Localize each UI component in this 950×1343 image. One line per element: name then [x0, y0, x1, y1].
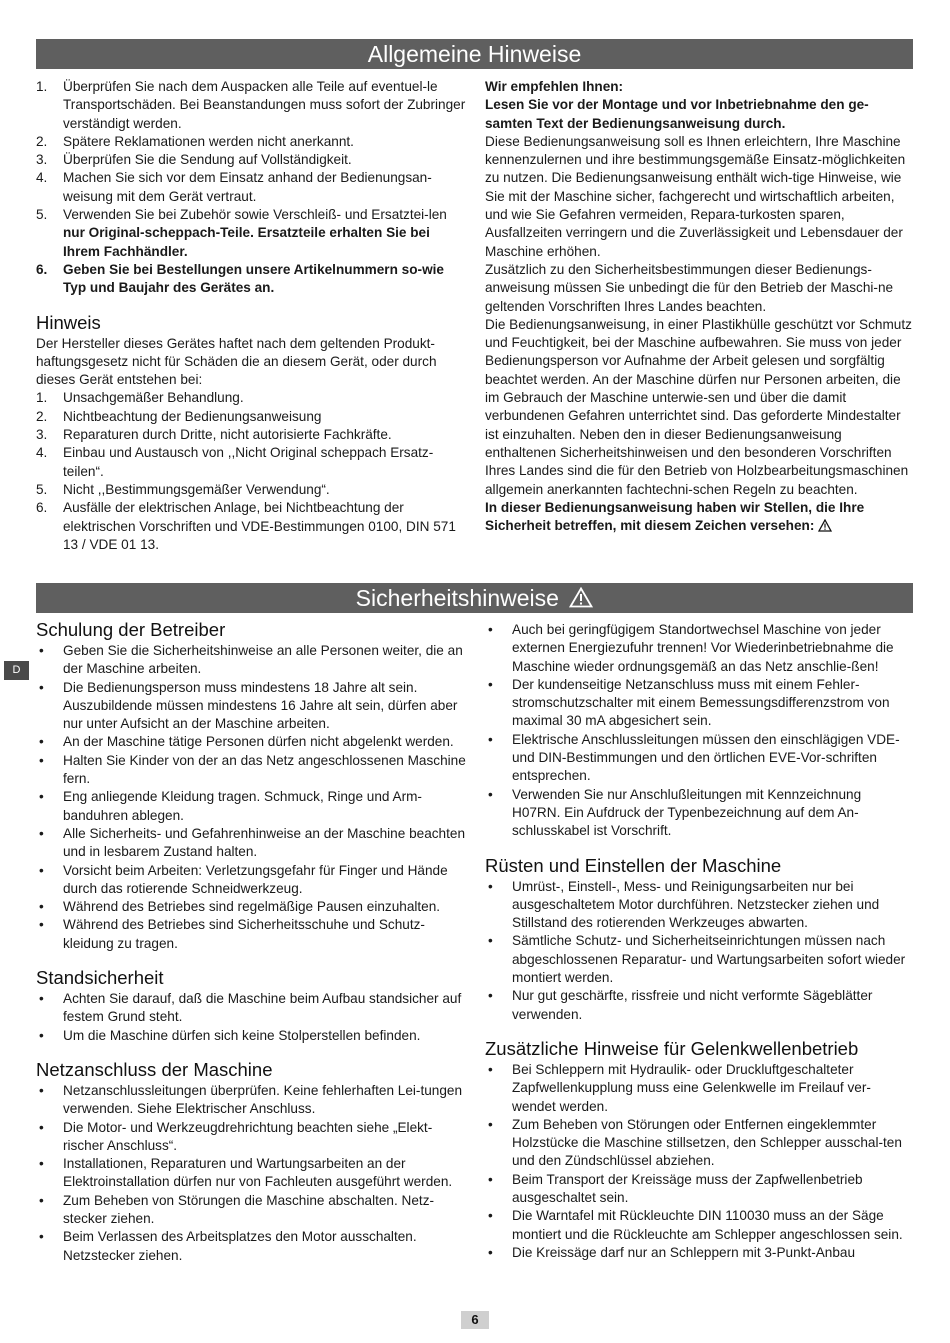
recommend-text: Lesen Sie vor der Montage und vor Inbetriebnahme den ge-samten Text der Bedienungsanweisung durch.: [485, 97, 869, 131]
safety-right-column: [485, 621, 913, 1262]
list-text: Die Motor- und Werkzeugdrehrichtung beachten siehe „Elekt-rischer Anschluss“.: [63, 1119, 433, 1153]
list-number: 4.: [36, 445, 48, 461]
stability-list: [36, 990, 468, 1045]
list-text: Eng anliegende Kleidung tragen. Schmuck, Ringe und Arm-banduhren ablegen.: [63, 789, 422, 823]
bullet-icon: •: [39, 991, 44, 1007]
list-item: [36, 499, 466, 554]
bullet-icon: •: [488, 933, 493, 949]
safety-left-column: [36, 619, 468, 1265]
bullet-icon: •: [39, 1156, 44, 1172]
list-number: 3.: [36, 427, 48, 443]
bullet-icon: •: [488, 676, 493, 692]
bullet-icon: •: [39, 752, 44, 768]
bullet-icon: •: [39, 899, 44, 915]
list-item: [485, 1244, 913, 1262]
pto-shaft-heading: Zusätzliche Hinweise für Gelenkwellenbetrieb: [485, 1037, 859, 1059]
setup-list: [485, 878, 913, 1024]
list-text: Die Kreissäge darf nur an Schleppern mit 3-Punkt-Anbau: [512, 1244, 856, 1260]
section-title-safety: Sicherheitshinweise: [355, 585, 559, 611]
bullet-icon: •: [39, 679, 44, 695]
list-item: [36, 990, 468, 1027]
training-heading: Schulung der Betreiber: [36, 619, 226, 640]
bullet-icon: •: [488, 1171, 493, 1187]
list-text: Bei Schleppern mit Hydraulik- oder Druckluftgeschalteter Zapfwellenkupplung muss eine Gelenkwelle im Freilauf ver-wendet werden.: [512, 1061, 871, 1114]
list-item: [485, 786, 913, 841]
list-item: [36, 788, 468, 825]
general-left-column: [36, 78, 466, 554]
list-item: [36, 642, 468, 679]
list-number: 2.: [36, 408, 48, 424]
section-banner-safety: [36, 583, 913, 613]
power-connection-list-continued: [485, 621, 913, 841]
power-connection-list: [36, 1082, 468, 1265]
recommend-heading: Wir empfehlen Ihnen:: [485, 79, 624, 94]
bullet-icon: •: [39, 1119, 44, 1135]
list-text: Zum Beheben von Störungen oder Entfernen eingeklemmter Holzstücke die Maschine stillsetzen, den Schlepper ausschal-ten und den Zündschlüssel abziehen.: [512, 1116, 902, 1169]
bullet-icon: •: [39, 643, 44, 658]
list-item: [36, 1155, 468, 1192]
list-item: [36, 426, 466, 444]
bullet-icon: •: [488, 1116, 493, 1132]
list-text: Alle Sicherheits- und Gefahrenhinweise an der Maschine beachten und in lesbarem Zustand halten.: [63, 825, 466, 860]
section-title-general: Allgemeine Hinweise: [367, 41, 582, 67]
list-item: [36, 78, 466, 133]
list-text: Nur gut geschärfte, rissfreie und nicht verformte Sägeblätter verwenden.: [512, 988, 873, 1022]
list-number: 3.: [36, 152, 48, 168]
bullet-icon: •: [39, 825, 44, 841]
list-item: [36, 1228, 468, 1265]
bullet-icon: •: [39, 734, 44, 750]
list-item: [36, 752, 468, 789]
list-item: [36, 444, 466, 481]
list-item: [36, 151, 466, 169]
list-item: [485, 1171, 913, 1208]
bullet-icon: •: [488, 1244, 493, 1260]
section-banner-general: [36, 39, 913, 69]
list-item: [485, 932, 913, 987]
bullet-icon: •: [488, 622, 493, 637]
bullet-icon: •: [488, 1208, 493, 1224]
list-text: Der kundenseitige Netzanschluss muss mit einem Fehler-stromschutzschalter mit einem Bemessungsdifferenzstrom von maximal 30 mA abgesichert sein.: [512, 676, 890, 729]
list-text: Während des Betriebes sind regelmäßige Pausen einzuhalten.: [63, 899, 441, 915]
list-item: [36, 408, 466, 426]
list-text: Halten Sie Kinder von der an das Netz angeschlossenen Maschine fern.: [63, 752, 466, 787]
list-item: [485, 987, 913, 1024]
training-list: [36, 642, 468, 953]
list-text: Zum Beheben von Störungen die Maschine abschalten. Netz-stecker ziehen.: [63, 1192, 435, 1227]
list-number: 2.: [36, 133, 48, 149]
list-item: [36, 898, 468, 916]
general-list: [36, 78, 466, 298]
warning-triangle-icon: [569, 587, 593, 608]
list-text: Nichtbeachtung der Bedienungsanweisung: [63, 408, 322, 424]
bullet-icon: •: [488, 786, 493, 802]
list-text: Netzanschlussleitungen überprüfen. Keine fehlerhaften Lei-tungen verwenden. Siehe Elektrischer Anschluss.: [63, 1082, 463, 1117]
bullet-icon: •: [39, 1192, 44, 1208]
list-item: [36, 206, 466, 261]
list-text: Nicht ,,Bestimmungsgemäßer Verwendung“.: [63, 481, 330, 497]
bullet-icon: •: [488, 878, 493, 894]
pto-shaft-list: [485, 1061, 913, 1262]
list-text: Achten Sie darauf, daß die Maschine beim Aufbau standsicher auf festem Grund steht.: [63, 991, 462, 1025]
list-text-bold: Geben Sie bei Bestellungen unsere Artikelnummern so-wie Typ und Baujahr des Gerätes an.: [63, 261, 444, 296]
list-item: [36, 1119, 468, 1156]
list-text: Installationen, Reparaturen und Wartungsarbeiten an der Elektroinstallation dürfen nur von Fachleuten ausgeführt werden.: [63, 1156, 453, 1190]
list-text: Elektrische Anschlussleitungen müssen den einschlägigen VDE- und DIN-Bestimmungen und den örtlichen EVE-Vor-schriften entsprechen.: [512, 731, 900, 784]
list-text: Spätere Reklamationen werden nicht anerkannt.: [63, 133, 354, 149]
storage-paragraph: Die Bedienungsanweisung, in einer Plastikhülle geschützt vor Schmutz und Feuchtigkeit, bei der Maschine aufbewahren. Sie muss von jeder Bedienungsperson vor Aufnahme der Arbeit gelesen und sorgfältig beachtet werden. An der Maschine dürfen nur Personen arbeiten, die im Gebrauch der Maschine unterwie-sen und über die damit verbundenen Gefahren unterrichtet sind. Das geforderte Mindestalter ist einzuhalten. Neben den in dieser Bedienungsanweisung enthaltenen Sicherheitshinweisen und den besonderen Vorschriften Ihres Landes sind die für den Betrieb von Holzbearbeitungsmaschinen allgemein anerkannten fachtechni-schen Regeln zu beachten.: [485, 316, 912, 497]
list-text: Umrüst-, Einstell-, Mess- und Reinigungsarbeiten nur bei ausgeschaltetem Motor durchführen. Netzstecker ziehen und Stillstand des rotierenden Werkzeuges abwarten.: [512, 878, 880, 931]
language-tab: D: [4, 661, 29, 680]
list-item: [36, 1192, 468, 1229]
list-item: [485, 1061, 913, 1116]
list-text: Beim Transport der Kreissäge muss der Zapfwellenbetrieb ausgeschaltet sein.: [512, 1171, 863, 1206]
list-number: 1.: [36, 390, 48, 406]
list-item: [36, 481, 466, 499]
list-text: Ausfälle der elektrischen Anlage, bei Nichtbeachtung der elektrischen Vorschriften und VDE-Bestimmungen 0100, DIN 571 13 / VDE 01 13.: [63, 500, 456, 552]
list-text: Reparaturen durch Dritte, nicht autorisierte Fachkräfte.: [63, 427, 392, 443]
regulations-paragraph: Zusätzlich zu den Sicherheitsbestimmungen dieser Bedienungs-anweisung müssen Sie unbedingt die für den Betrieb der Maschi-ne geltenden Vorschriften Ihres Landes beachten.: [485, 261, 894, 314]
bullet-icon: •: [488, 731, 493, 747]
list-number: 5.: [36, 481, 48, 497]
page-number: 6: [461, 1311, 489, 1329]
list-item: [485, 1116, 913, 1171]
list-item: [36, 862, 468, 899]
list-item: [36, 733, 468, 751]
list-item: [485, 621, 913, 676]
hinweis-heading: Hinweis: [36, 311, 101, 333]
list-number: 4.: [36, 170, 48, 186]
list-item: [485, 878, 913, 933]
list-item: [36, 825, 468, 862]
general-right-column: [485, 78, 913, 535]
list-text: Die Bedienungsperson muss mindestens 18 Jahre alt sein. Auszubildende müssen mindestens 16 Jahre alt sein, dürfen aber nur unter Aufsicht an der Maschine arbeiten.: [63, 679, 458, 732]
bullet-icon: •: [39, 1229, 44, 1245]
bullet-icon: •: [39, 1027, 44, 1043]
safety-symbol-note: [485, 499, 913, 536]
list-item: [485, 676, 913, 731]
bullet-icon: •: [488, 1061, 493, 1077]
intro-paragraph: Diese Bedienungsanweisung soll es Ihnen erleichtern, Ihre Maschine kennenzulernen und ihre bestimmungsgemäße Einsatz-möglichkeiten zu nutzen. Die Bedienungsanweisung enthält wich-tige Hinweise, wie Sie mit der Maschine sicher, fachgerecht und wirtschaftlich arbeiten, und wie Sie Gefahren vermeiden, Repara-turkosten sparen, Ausfallzeiten verringern und die Zuverlässigkeit und Lebensdauer der Maschine erhöhen.: [485, 133, 906, 259]
list-text: Machen Sie sich vor dem Einsatz anhand der Bedienungsan-weisung mit dem Gerät vertraut.: [63, 170, 432, 204]
list-item: [485, 731, 913, 786]
bullet-icon: •: [39, 789, 44, 805]
bullet-icon: •: [39, 917, 44, 933]
list-number: 5.: [36, 207, 48, 223]
list-text: An der Maschine tätige Personen dürfen nicht abgelenkt werden.: [63, 734, 454, 750]
list-text: Vorsicht beim Arbeiten: Verletzungsgefahr für Finger und Hände durch das rotierende Schneidwerkzeug.: [63, 862, 448, 896]
list-text: Um die Maschine dürfen sich keine Stolperstellen befinden.: [63, 1027, 421, 1043]
list-number: 1.: [36, 79, 48, 94]
hinweis-intro: Der Hersteller dieses Gerätes haftet nach dem geltenden Produkt-haftungsgesetz nicht für Schäden die an diesem Gerät, oder durch dieses Gerät entstehen bei:: [36, 335, 437, 388]
list-text: Auch bei geringfügigem Standortwechsel Maschine von jeder externen Energiezufuhr trennen! Vor Wiederinbetriebnahme die Maschine wieder ordnungsgemäß an das Netz anschlie-ßen!: [512, 622, 894, 674]
setup-heading: Rüsten und Einstellen der Maschine: [485, 854, 782, 876]
list-item: [36, 1027, 468, 1045]
list-text: Geben Sie die Sicherheitshinweise an alle Personen weiter, die an der Maschine arbeiten.: [63, 643, 463, 677]
list-item: [36, 389, 466, 407]
list-text: Verwenden Sie bei Zubehör sowie Verschleiß- und Ersatztei-len: [63, 207, 447, 223]
list-item: [36, 1082, 468, 1119]
list-text: Überprüfen Sie nach dem Auspacken alle Teile auf eventuel-le Transportschäden. Bei Beanstandungen muss sofort der Zubringer verständigt werden.: [63, 79, 466, 131]
power-connection-heading: Netzanschluss der Maschine: [36, 1058, 273, 1080]
list-text: Während des Betriebes sind Sicherheitsschuhe und Schutz-kleidung zu tragen.: [63, 917, 425, 951]
bullet-icon: •: [39, 862, 44, 878]
list-item: [36, 679, 468, 734]
bullet-icon: •: [39, 1082, 44, 1098]
bullet-icon: •: [488, 988, 493, 1004]
list-item: [36, 916, 468, 953]
list-item: [36, 133, 466, 151]
warning-triangle-icon: [818, 519, 832, 532]
list-item: [36, 261, 466, 298]
list-number: 6.: [36, 500, 48, 516]
list-text: Die Warntafel mit Rückleuchte DIN 110030 muss an der Säge montiert und die Rückleuchte am Schlepper angeschlossen sein.: [512, 1208, 903, 1242]
list-text: Sämtliche Schutz- und Sicherheitseinrichtungen müssen nach abgeschlossenen Reparatur- und Wartungsarbeiten sofort wieder montiert werden.: [512, 933, 906, 986]
stability-heading: Standsicherheit: [36, 967, 164, 989]
list-text: Überprüfen Sie die Sendung auf Vollständigkeit.: [63, 152, 352, 168]
list-text: Verwenden Sie nur Anschlußleitungen mit Kennzeichnung H07RN. Ein Aufdruck der Typenbezeichnung auf dem An-schlusskabel ist Vorschrift.: [512, 786, 862, 839]
list-text-bold: nur Original-scheppach-Teile. Ersatzteile erhalten Sie bei Ihrem Fachhändler.: [63, 225, 430, 259]
list-text: Beim Verlassen des Arbeitsplatzes den Motor ausschalten. Netzstecker ziehen.: [63, 1229, 417, 1263]
safety-symbol-text: In dieser Bedienungsanweisung haben wir Stellen, die Ihre Sicherheit betreffen, mit diesem Zeichen versehen:: [485, 499, 865, 534]
hinweis-list: [36, 389, 466, 554]
list-text: Unsachgemäßer Behandlung.: [63, 390, 244, 406]
list-item: [485, 1207, 913, 1244]
list-item: [36, 169, 466, 206]
list-number: 6.: [36, 261, 48, 277]
list-text: Einbau und Austausch von ,,Nicht Original scheppach Ersatz-teilen“.: [63, 445, 434, 479]
